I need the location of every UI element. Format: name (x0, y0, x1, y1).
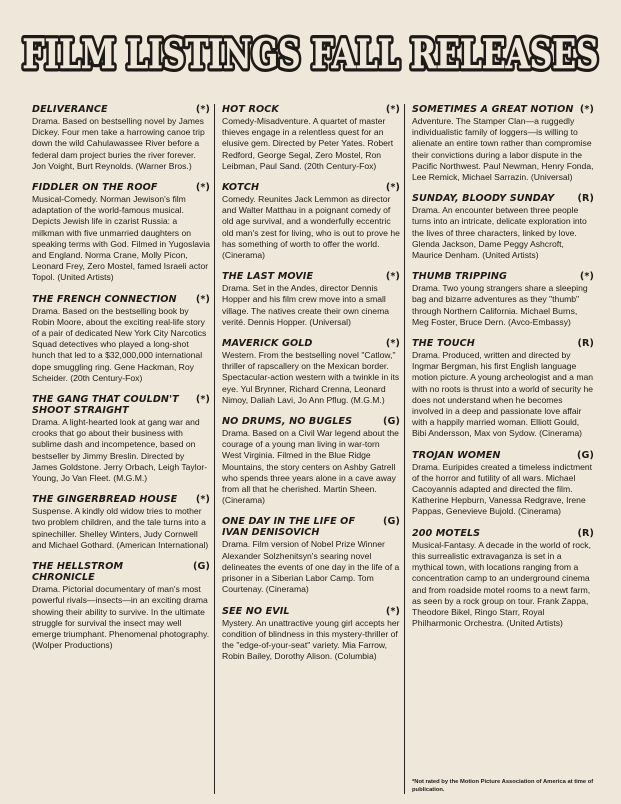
film-entry (32, 494, 210, 551)
film-title: THUMB TRIPPING (412, 271, 507, 283)
film-heading (412, 338, 594, 349)
film-description: Mystery. An unattractive young girl accepts her condition of blindness in this mystery-thriller of the "edge-of-your-seat" variety. Mia Farrow, Robin Bailey, Dorothy Alison. (Columbia) (222, 617, 400, 662)
film-rating: (R) (577, 338, 594, 350)
film-rating: (*) (385, 182, 400, 194)
film-heading (222, 416, 400, 427)
film-description: Drama. A light-hearted look at gang war and crooks that go about their business with sublime dash and incompetence, based on bestseller by Jimmy Breslin. Directed by James Goldstone. Jerry Orbach, Leigh Taylor-Young, Jo Van Fleet. (M.G.M.) (32, 417, 208, 484)
page-title-svg (0, 18, 621, 88)
film-entry (32, 394, 210, 484)
film-description: Drama. Based on the bestselling book by Robin Moore, about the exciting real-life story of a pair of dedicated New York City Narcotics Squad detectives who played a long-shot hunch that led to a $32,000,000 international dope smuggling ring. Gene Hackman, Roy Scheider. (20th Century-Fox) (32, 305, 207, 383)
film-rating: (*) (579, 104, 594, 115)
film-rating: (R) (577, 527, 594, 539)
film-rating: (*) (195, 182, 210, 194)
film-entry (412, 528, 594, 630)
film-title: TROJAN WOMEN (412, 449, 501, 461)
film-description: Drama. Pictorial documentary of man's most powerful rivals—insects—in an exciting drama showing their ability to survive. In the ultimate struggle for survival the insect may well emerge triumphant. Phenomenal photography. (Wolper Productions) (32, 584, 210, 651)
film-title: SOMETIMES A GREAT NOTION (412, 104, 574, 115)
film-title: ONE DAY IN THE LIFE OF IVAN DENISOVICH (222, 516, 356, 539)
film-heading (222, 606, 400, 617)
column-divider (404, 104, 405, 794)
film-title: THE FRENCH CONNECTION (32, 293, 177, 305)
film-heading (32, 394, 210, 416)
column-1 (32, 104, 210, 794)
film-entry (222, 516, 400, 595)
film-rating: (G) (383, 516, 400, 528)
film-heading (412, 193, 594, 204)
film-entry (222, 416, 400, 506)
film-description: Drama. Produced, written and directed by Ingmar Bergman, his first English language motion picture. A young archeologist and a man with no roots is thrust into a world of security he does not understand when he becomes involved in a deep and passionate love affair with a happily married woman. Elliott Gould, Bibi Andersson, Max von Sydow. (Cinerama) (412, 350, 594, 439)
page-title: FILM LISTINGS FALL RELEASES (22, 31, 599, 78)
film-title: 200 MOTELS (412, 527, 481, 539)
column-2 (222, 104, 400, 794)
film-description: Comedy-Misadventure. A quartet of master thieves engage in a relentless quest for an elusive gem. Directed by Peter Yates. Robert Redford, George Segal, Zero Mostel, Ron Leibman, Paul Sand. (20th Century-Fox) (222, 116, 394, 171)
film-rating: (*) (195, 494, 210, 506)
film-title: HOT ROCK (222, 104, 279, 115)
film-entry (222, 338, 400, 406)
film-description: Adventure. The Stamper Clan—a ruggedly individualistic family of loggers—is willing to alienate an entire town rather than compromise their convictions during a labor dispute in the Pacific Northwest. Paul Newman, Henry Fonda, Lee Remick, Michael Sarrazin. (Universal) (412, 116, 594, 183)
film-heading (222, 338, 400, 349)
film-rating: (*) (385, 605, 400, 617)
film-description: Musical-Fantasy. A decade in the world of rock, this surrealistic extravaganza is set in a mythical town, with locations ranging from a concentration camp to an underground cinema and from roadside motel rooms to a newt farm, as seen by a rock group on tour. Frank Zappa, Theodore Bikel, Ringo Starr, Royal Philharmonic Orchestra. (United Artists) (412, 539, 591, 629)
film-rating: (G) (383, 416, 400, 428)
film-description: Western. From the bestselling novel "Catlow," thriller of rapscallery on the Mexican border. Spectacular-action western with a twinkle in its eye. Yul Brynner, Richard Crenna, Leonard Nimoy, Daliah Lavi, Jo Ann Pflug. (M.G.M.) (222, 350, 400, 405)
film-rating: (*) (385, 338, 400, 350)
film-heading (222, 271, 400, 282)
film-title: THE GANG THAT COULDN'T SHOOT STRAIGHT (32, 394, 179, 417)
film-entry (222, 271, 400, 328)
film-title: MAVERICK GOLD (222, 338, 313, 350)
film-rating: (G) (577, 449, 594, 461)
film-entry (32, 182, 210, 284)
film-title: THE HELLSTROM CHRONICLE (32, 561, 124, 584)
film-title: THE TOUCH (412, 338, 475, 350)
film-title: FIDDLER ON THE ROOF (32, 182, 158, 194)
footnote: *Not rated by the Motion Picture Association of America at time of publication. (412, 779, 594, 793)
film-heading (412, 450, 594, 461)
column-divider (214, 104, 215, 794)
film-entry (222, 104, 400, 172)
film-entry (412, 271, 594, 328)
film-heading (222, 104, 400, 115)
column-3 (412, 104, 594, 794)
film-heading (32, 561, 210, 583)
film-entry (222, 182, 400, 261)
film-heading (222, 182, 400, 193)
film-entry (412, 193, 594, 261)
film-title: DELIVERANCE (32, 104, 108, 115)
film-description: Drama. Two young strangers share a sleeping bag and bizarre adventures as they "thumb" through Northern California. Michael Burns, Meg Foster, Bruce Dern. (Avco-Embassy) (412, 283, 588, 327)
film-rating: (*) (579, 271, 594, 283)
page-title-banner (0, 18, 621, 88)
film-rating: (*) (385, 271, 400, 283)
film-heading (32, 294, 210, 305)
film-rating: (*) (385, 104, 400, 115)
film-heading (412, 271, 594, 282)
film-description: Comedy. Reunites Jack Lemmon as director and Walter Matthau in a poignant comedy of old age survival, and a wonderfully eccentric old man's zest for living, who is out to prove he has something of worth to offer the world. (Cinerama) (222, 194, 400, 261)
film-title: SEE NO EVIL (222, 605, 290, 617)
film-description: Drama. Set in the Andes, director Dennis Hopper and his film crew move into a small village. The natives create their own cinema verité. Dennis Hopper. (Universal) (222, 283, 390, 327)
film-description: Drama. An encounter between three people turns into an intricate, delicate exploration into the lives of three characters, linked by love. Glenda Jackson, Dame Peggy Ashcroft, Maurice Denham. (United Artists) (412, 205, 587, 261)
film-entry (412, 338, 594, 440)
film-heading (412, 104, 594, 115)
film-rating: (*) (195, 293, 210, 305)
film-description: Musical-Comedy. Norman Jewison's film adaptation of the world-famous musical. Depicts Jewish life in czarist Russia: a milkman with five unmarried daughters on speaking terms with God. Filmed in Yugoslavia and England. Norma Crane, Molly Picon, Leonard Frey, Zero Mostel, famed Israeli actor Topol. (United Artists) (32, 194, 211, 283)
page-title-shadow: FILM LISTINGS FALL RELEASES (22, 31, 599, 78)
film-rating: (*) (195, 394, 210, 406)
film-entry (412, 104, 594, 183)
film-rating: (*) (195, 104, 210, 115)
film-description: Suspense. A kindly old widow tries to mother two problem children, and the tale turns into a spinechiller. Shelley Winters, Judy Cornwell and Michael Gothard. (American International) (32, 506, 209, 550)
film-title: SUNDAY, BLOODY SUNDAY (412, 193, 555, 205)
film-description: Drama. Euripides created a timeless indictment of the horror and futility of all wars. Michael Cacoyannis adapted and directed the film. Katherine Hepburn, Vanessa Redgrave, Irene Pappas, Genevieve Bujold. (Cinerama) (412, 461, 593, 517)
film-heading (32, 494, 210, 505)
film-description: Drama. Based on a Civil War legend about the courage of a young man living in war-torn West Virginia. Filmed in the Blue Ridge Mountains, the story centers on Ashby Gatrell who spends three years alone in a cave away from all that he cherished. Martin Sheen. (Cinerama) (222, 428, 399, 506)
film-heading (222, 516, 400, 538)
film-entry (32, 104, 210, 172)
film-title: KOTCH (222, 182, 260, 194)
film-heading (32, 104, 210, 115)
film-title: THE GINGERBREAD HOUSE (32, 494, 178, 506)
film-entry (222, 606, 400, 663)
film-description: Drama. Film version of Nobel Prize Winner Alexander Solzhenitsyn's searing novel delineates the events of one day in the life of a prisoner in a Siberian Labor Camp. Tom Courtenay. (Cinerama) (222, 539, 400, 595)
film-heading (412, 528, 594, 539)
film-description: Drama. Based on bestselling novel by James Dickey. Four men take a harrowing canoe trip down the wild Cahulawassee River before a federal dam project buries the river forever. Jon Voight, Burt Reynolds. (Warner Bros.) (32, 116, 205, 171)
film-title: NO DRUMS, NO BUGLES (222, 416, 353, 428)
listings-columns (32, 104, 602, 794)
film-heading (32, 182, 210, 193)
film-entry (32, 294, 210, 384)
film-entry (412, 450, 594, 518)
film-title: THE LAST MOVIE (222, 271, 314, 283)
film-rating: (G) (193, 561, 210, 573)
film-rating: (R) (577, 193, 594, 205)
film-entry (32, 561, 210, 651)
